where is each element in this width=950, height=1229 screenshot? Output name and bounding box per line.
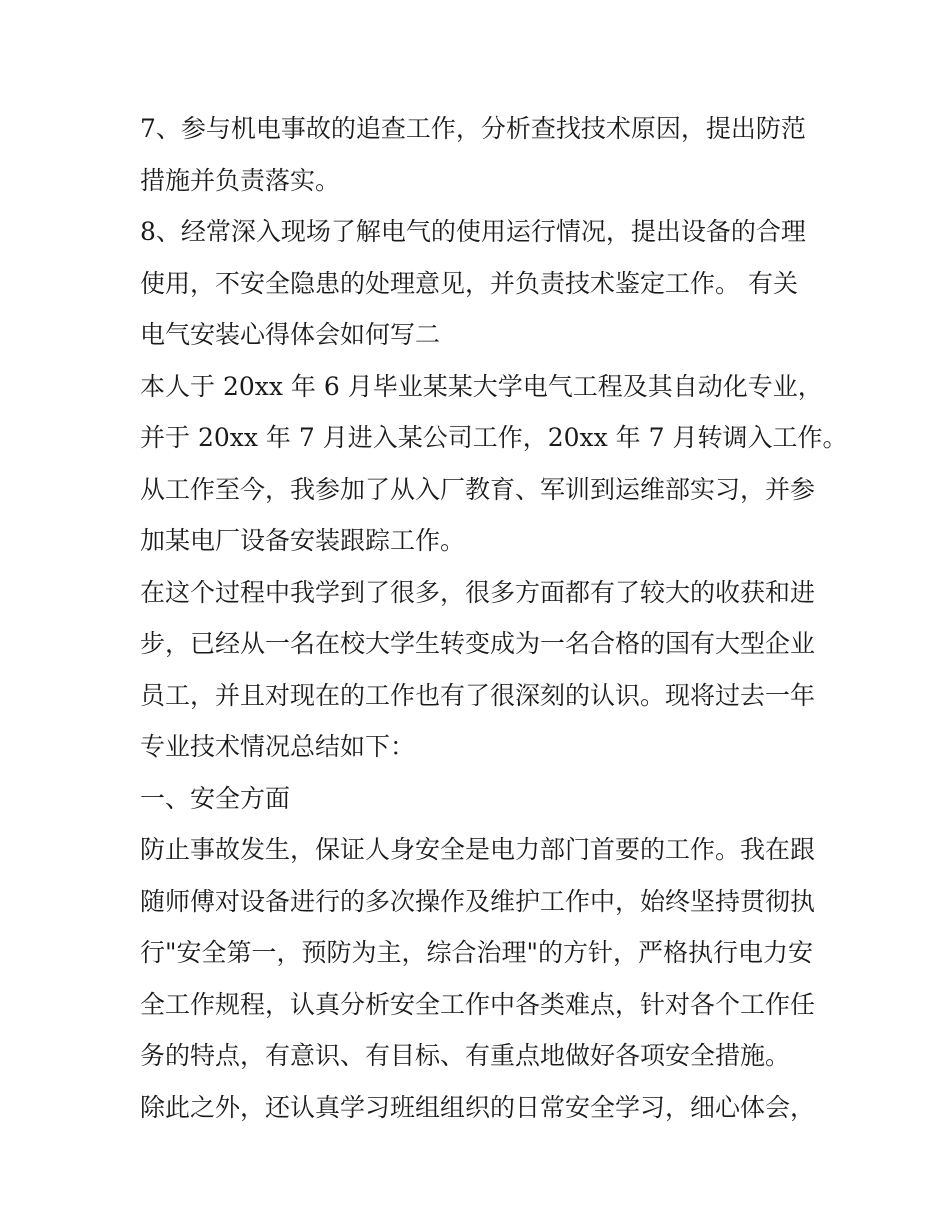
text-line: 步，已经从一名在校大学生转变成为一名合格的国有大型企业	[140, 629, 816, 658]
text-line: 务的特点，有意识、有目标、有重点地做好各项安全措施。	[140, 1041, 791, 1070]
text-line: 除此之外，还认真学习班组组织的日常安全学习，细心体会，	[140, 1092, 816, 1122]
text-line: 从工作至今，我参加了从入厂教育、军训到运维部实习，并参	[140, 474, 816, 504]
section-title-line: 电气安装心得体会如何写二	[140, 320, 441, 349]
text-line: 8、经常深入现场了解电气的使用运行情况，提出设备的合理	[140, 217, 806, 246]
text-line: 措施并负责落实。	[140, 165, 341, 195]
text-line: 本人于 20xx 年 6 月毕业某某大学电气工程及其自动化专业，	[140, 371, 823, 401]
text-line: 加某电厂设备安装跟踪工作。	[140, 526, 466, 555]
text-line: 7、参与机电事故的追查工作，分析查找技术原因，提出防范	[140, 114, 806, 143]
text-line: 在这个过程中我学到了很多，很多方面都有了较大的收获和进	[140, 577, 816, 607]
text-line: 全工作规程，认真分析安全工作中各类难点，针对各个工作任	[140, 989, 816, 1019]
text-line: 并于 20xx 年 7 月进入某公司工作，20xx 年 7 月转调入工作。	[140, 423, 848, 452]
text-line: 随师傅对设备进行的多次操作及维护工作中，始终坚持贯彻执	[140, 886, 816, 916]
document-body	[140, 103, 848, 1133]
section-heading: 一、安全方面	[140, 783, 291, 813]
text-line: 员工，并且对现在的工作也有了很深刻的认识。现将过去一年	[140, 680, 816, 710]
text-line: 防止事故发生，保证人身安全是电力部门首要的工作。我在跟	[140, 835, 816, 864]
text-line: 专业技术情况总结如下：	[140, 732, 416, 761]
text-line: 行"安全第一，预防为主，综合治理"的方针，严格执行电力安	[140, 938, 814, 967]
text-line: 使用，不安全隐患的处理意见，并负责技术鉴定工作。 有关	[140, 268, 798, 298]
